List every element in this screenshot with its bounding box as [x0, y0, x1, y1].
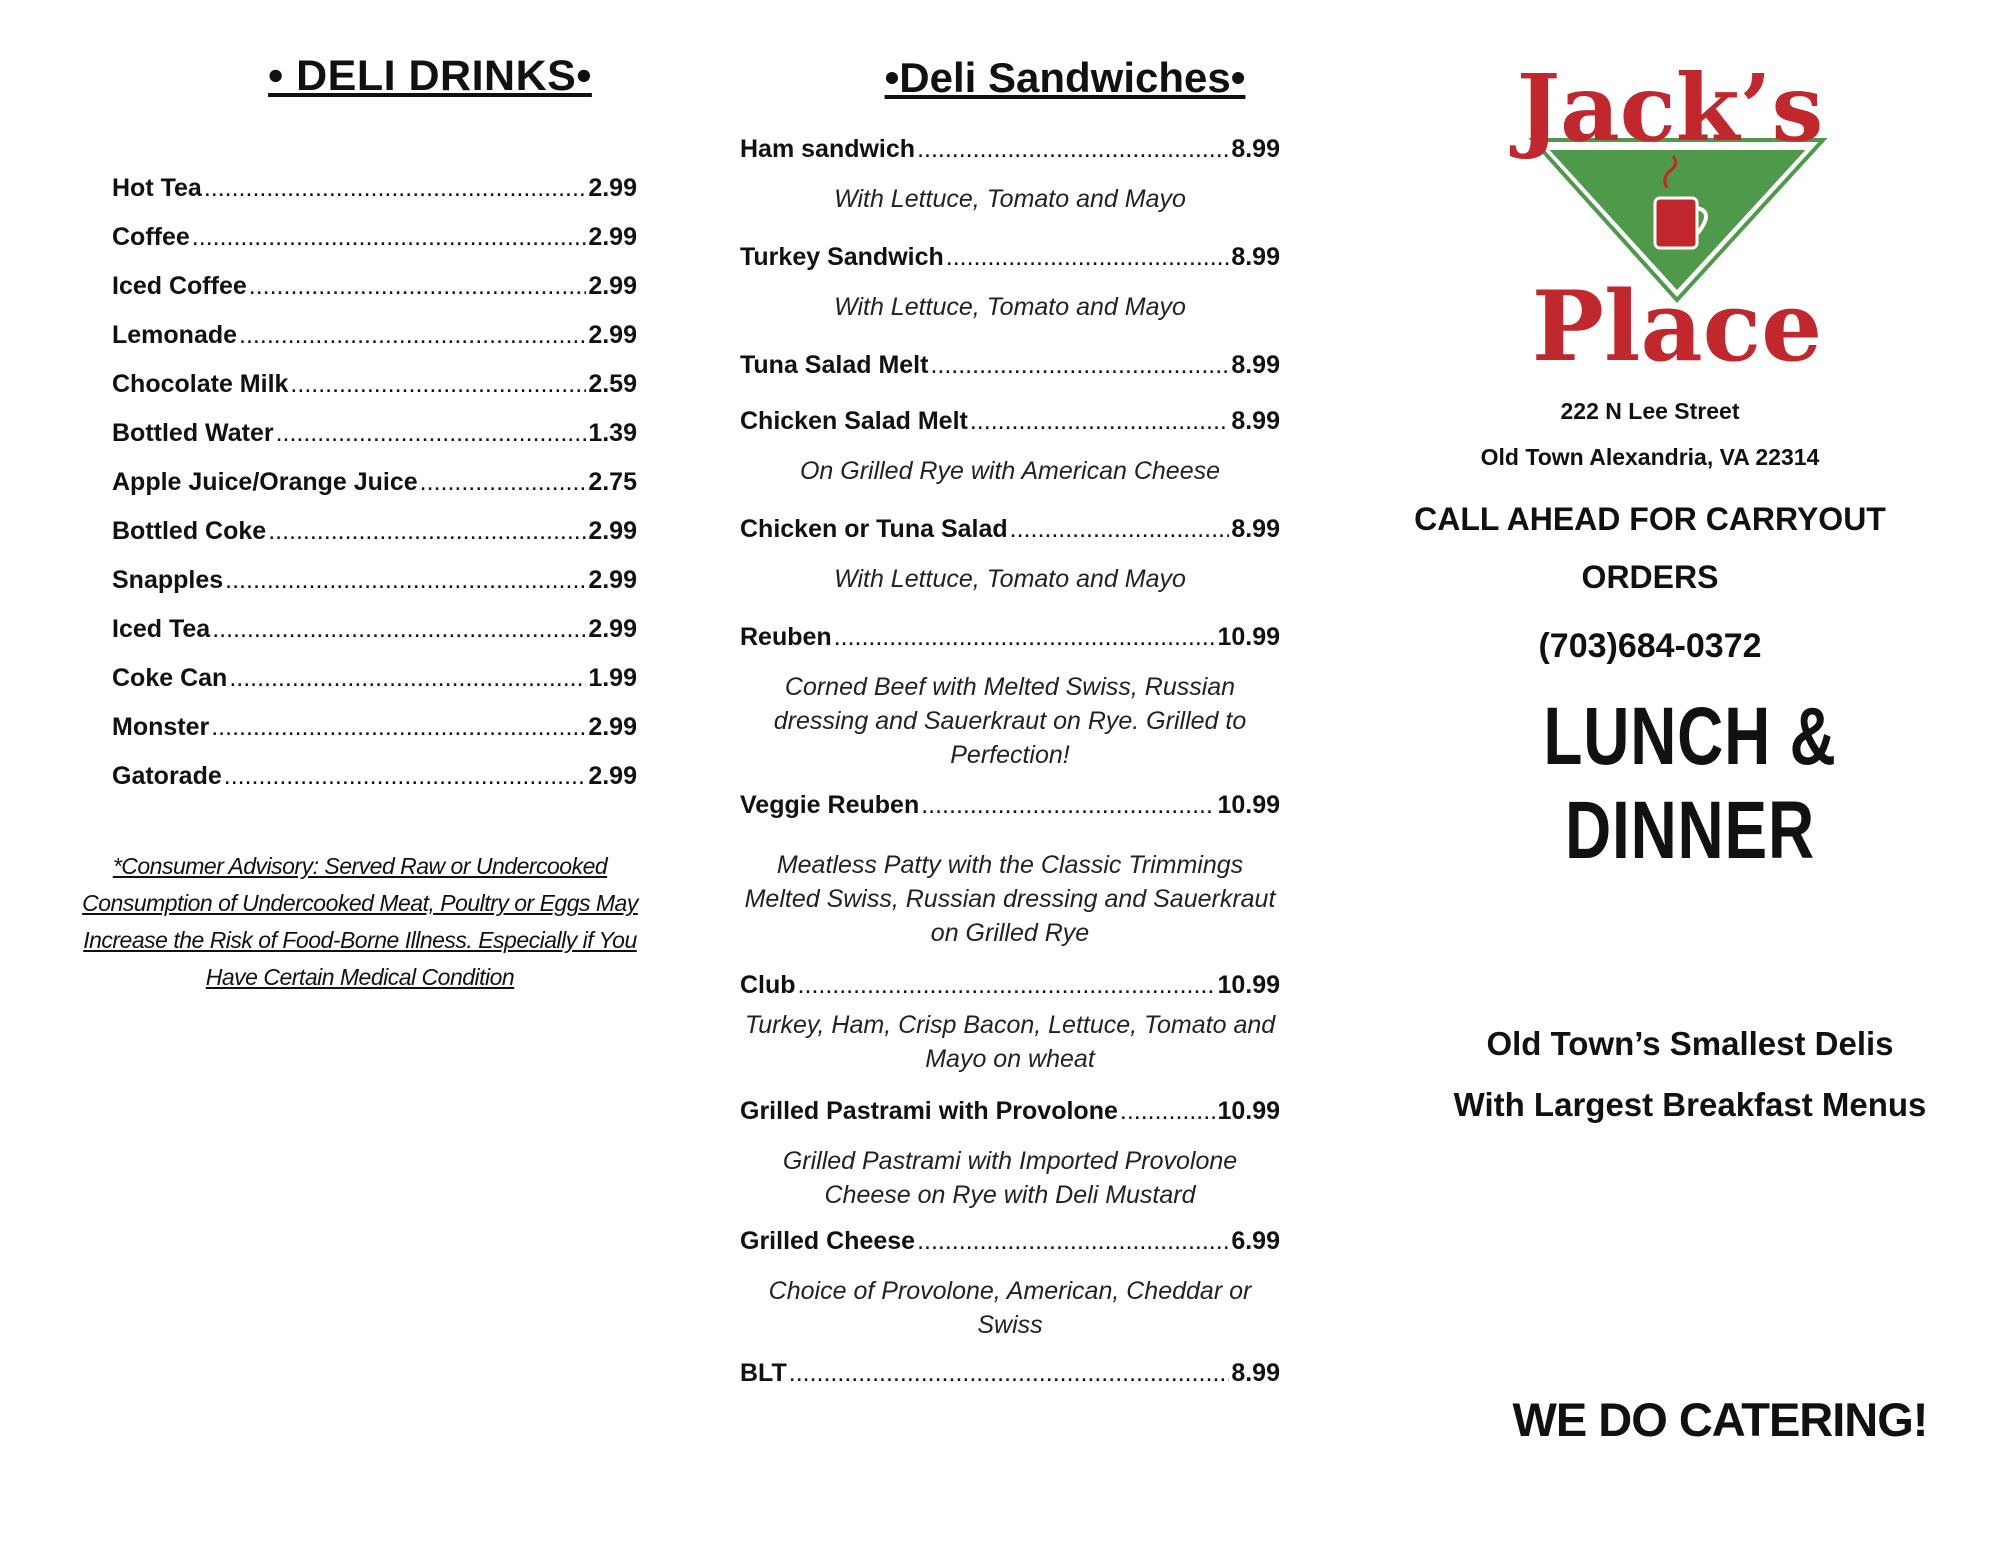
item-price: 2.99 [588, 615, 637, 643]
leader-dots [789, 1359, 1230, 1388]
address-city: Old Town Alexandria, VA 22314 [1480, 444, 1820, 470]
leader-dots [970, 407, 1229, 436]
menu-item [112, 164, 637, 213]
leader-dots [834, 623, 1216, 652]
menu-item [112, 654, 637, 703]
leader-dots [276, 419, 587, 448]
sandwiches-list [740, 128, 1280, 1394]
item-name: Monster [112, 713, 210, 741]
leader-dots [211, 713, 586, 742]
service-heading: LUNCH & DINNER [1543, 691, 1837, 876]
item-name: Bottled Water [112, 419, 274, 447]
item-name: Coke Can [112, 664, 228, 692]
leader-dots [921, 791, 1215, 820]
drinks-heading: • DELI DRINKS• [268, 52, 592, 100]
leader-dots [1120, 1097, 1216, 1126]
menu-item [112, 556, 637, 605]
leader-dots [946, 243, 1230, 272]
item-price: 2.99 [588, 174, 637, 202]
leader-dots [930, 351, 1229, 380]
leader-dots [917, 135, 1229, 164]
item-price: 8.99 [1231, 1358, 1280, 1387]
item-description: On Grilled Rye with American Cheese [799, 457, 1221, 485]
leader-dots [229, 664, 586, 693]
menu-item [740, 1220, 1280, 1262]
item-price: 2.99 [588, 321, 637, 349]
call-ahead-notice: CALL AHEAD FOR CARRYOUT ORDERS [1414, 501, 1886, 595]
item-name: Apple Juice/Orange Juice [112, 468, 418, 496]
item-price: 2.99 [588, 272, 637, 300]
sandwiches-heading: •Deli Sandwiches• [884, 54, 1246, 101]
item-name: Club [740, 970, 796, 999]
leader-dots [917, 1227, 1229, 1256]
item-name: Iced Tea [112, 615, 211, 643]
logo-word-jacks: Jack’s [1516, 54, 1824, 162]
item-name: Bottled Coke [112, 517, 267, 545]
item-name: Lemonade [112, 321, 238, 349]
leader-dots [420, 468, 587, 497]
tagline-line1: Old Town’s Smallest Delis [1486, 1025, 1894, 1062]
leader-dots [224, 762, 587, 791]
item-name: Gatorade [112, 762, 222, 790]
item-name: Tuna Salad Melt [740, 350, 929, 379]
menu-item [112, 311, 637, 360]
item-price: 2.99 [588, 566, 637, 594]
leader-dots [249, 272, 587, 301]
item-price: 2.99 [588, 517, 637, 545]
menu-item [740, 508, 1280, 550]
menu-item [740, 1090, 1280, 1132]
item-name: Turkey Sandwich [740, 242, 944, 271]
item-description: With Lettuce, Tomato and Mayo [834, 565, 1186, 593]
item-name: Reuben [740, 622, 832, 651]
leader-dots [1010, 515, 1230, 544]
item-name: Ham sandwich [740, 134, 916, 163]
menu-item [740, 400, 1280, 442]
item-name: Hot Tea [112, 174, 202, 202]
leader-dots [192, 223, 587, 252]
item-description: Corned Beef with Melted Swiss, Russian dressing and Sauerkraut on Rye. Grilled to Perfection! [773, 673, 1247, 769]
leader-dots [239, 321, 586, 350]
menu-item [112, 752, 637, 801]
menu-item [740, 236, 1280, 278]
item-price: 2.99 [588, 713, 637, 741]
item-name: Chocolate Milk [112, 370, 289, 398]
item-description: With Lettuce, Tomato and Mayo [834, 185, 1186, 213]
item-description: Meatless Patty with the Classic Trimmings Melted Swiss, Russian dressing and Sauerkraut on Grilled Rye [744, 851, 1276, 947]
item-price: 10.99 [1217, 1096, 1280, 1125]
menu-item [112, 360, 637, 409]
item-price: 10.99 [1217, 970, 1280, 999]
menu-item [112, 458, 637, 507]
tagline-line2: With Largest Breakfast Menus [1453, 1086, 1927, 1123]
item-name: Grilled Pastrami with Provolone [740, 1096, 1118, 1125]
logo-graphic [1505, 48, 1835, 368]
item-price: 8.99 [1231, 134, 1280, 163]
item-price: 8.99 [1231, 242, 1280, 271]
address-street: 222 N Lee Street [1560, 398, 1740, 424]
item-price: 2.75 [588, 468, 637, 496]
menu-item [112, 605, 637, 654]
item-price: 2.99 [588, 223, 637, 251]
menu-item [740, 344, 1280, 386]
jacks-place-logo [1505, 48, 1835, 368]
item-price: 8.99 [1231, 514, 1280, 543]
item-price: 8.99 [1231, 406, 1280, 435]
item-price: 2.99 [588, 762, 637, 790]
item-name: Veggie Reuben [740, 790, 920, 819]
item-description: Choice of Provolone, American, Cheddar or Swiss [768, 1277, 1252, 1339]
item-name: Chicken Salad Melt [740, 406, 968, 435]
menu-item [112, 262, 637, 311]
menu-item [740, 616, 1280, 658]
leader-dots [268, 517, 586, 546]
item-name: Chicken or Tuna Salad [740, 514, 1008, 543]
leader-dots [290, 370, 586, 399]
item-description: Turkey, Ham, Crisp Bacon, Lettuce, Tomato and Mayo on wheat [744, 1011, 1276, 1073]
item-name: BLT [740, 1358, 787, 1387]
logo-word-place: Place [1531, 270, 1823, 368]
item-name: Iced Coffee [112, 272, 247, 300]
item-description: With Lettuce, Tomato and Mayo [834, 293, 1186, 321]
leader-dots [204, 174, 587, 203]
menu-item [112, 507, 637, 556]
menu-item [112, 703, 637, 752]
item-price: 1.39 [588, 419, 637, 447]
item-price: 6.99 [1231, 1226, 1280, 1255]
menu-item [740, 1352, 1280, 1394]
item-description: Grilled Pastrami with Imported Provolone Cheese on Rye with Deli Mustard [782, 1147, 1238, 1209]
leader-dots [225, 566, 586, 595]
item-price: 1.99 [588, 664, 637, 692]
drinks-list [112, 164, 637, 801]
menu-item [740, 964, 1280, 1006]
leader-dots [212, 615, 586, 644]
item-name: Snapples [112, 566, 224, 594]
menu-item [112, 213, 637, 262]
item-price: 10.99 [1217, 790, 1280, 819]
item-price: 10.99 [1217, 622, 1280, 651]
item-name: Coffee [112, 223, 190, 251]
leader-dots [798, 971, 1216, 1000]
menu-item [740, 128, 1280, 170]
menu-item [112, 409, 637, 458]
item-name: Grilled Cheese [740, 1226, 916, 1255]
item-price: 8.99 [1231, 350, 1280, 379]
menu-item [740, 784, 1280, 826]
catering-banner: WE DO CATERING! [1512, 1393, 1928, 1446]
phone-number: (703)684-0372 [1538, 627, 1762, 665]
item-price: 2.59 [588, 370, 637, 398]
consumer-advisory: *Consumer Advisory: Served Raw or Undercooked Consumption of Undercooked Meat, Poultry or Eggs May Increase the Risk of Food-Borne Illness. Especially if You Have Certain Medical Condition [82, 853, 638, 990]
